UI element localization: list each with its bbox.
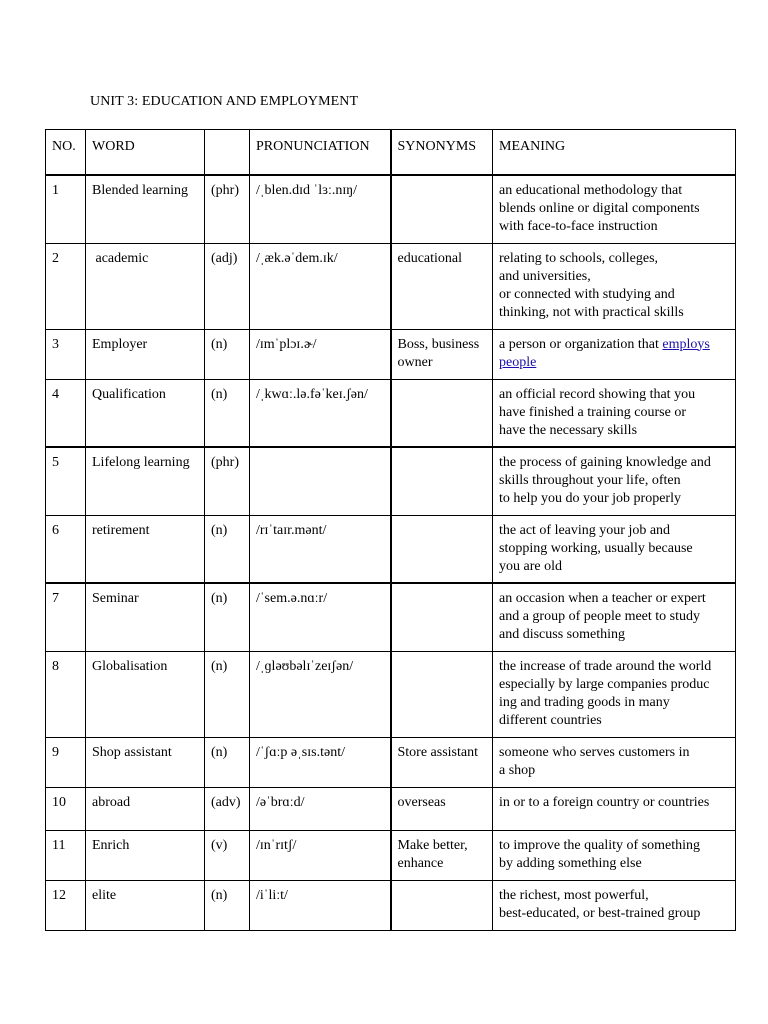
cell-meaning <box>493 329 736 379</box>
cell-pronunciation: /rɪˈtaɪr.mənt/ <box>250 515 391 583</box>
cell-pronunciation: /ˈsem.ə.nɑːr/ <box>250 583 391 651</box>
table-row <box>46 583 736 651</box>
cell-part-of-speech: (n) <box>205 651 250 737</box>
cell-word: abroad <box>86 787 205 830</box>
header-part-of-speech <box>205 130 250 176</box>
cell-synonyms <box>391 379 493 447</box>
table-row <box>46 329 736 379</box>
cell-no: 12 <box>46 880 86 930</box>
table-row <box>46 651 736 737</box>
table-row <box>46 787 736 830</box>
cell-no: 10 <box>46 787 86 830</box>
table-row <box>46 880 736 930</box>
cell-no: 9 <box>46 737 86 787</box>
cell-synonyms <box>391 880 493 930</box>
cell-part-of-speech: (n) <box>205 379 250 447</box>
cell-part-of-speech: (v) <box>205 830 250 880</box>
cell-no: 1 <box>46 175 86 243</box>
cell-no: 3 <box>46 329 86 379</box>
header-pronunciation: PRONUNCIATION <box>250 130 391 176</box>
cell-word: Globalisation <box>86 651 205 737</box>
cell-part-of-speech: (n) <box>205 515 250 583</box>
cell-meaning: an educational methodology that blends online or digital components with face-to-face instruction <box>493 175 736 243</box>
employs-people-link[interactable]: employs people <box>499 336 710 370</box>
cell-word: academic <box>86 243 205 329</box>
cell-no: 5 <box>46 447 86 515</box>
cell-meaning: to improve the quality of something by adding something else <box>493 830 736 880</box>
header-word: WORD <box>86 130 205 176</box>
cell-meaning: an official record showing that you have finished a training course or have the necessary skills <box>493 379 736 447</box>
cell-word: Seminar <box>86 583 205 651</box>
cell-synonyms <box>391 175 493 243</box>
cell-meaning: the richest, most powerful, best-educated, or best-trained group <box>493 880 736 930</box>
cell-word: Shop assistant <box>86 737 205 787</box>
table-header-row <box>46 130 736 176</box>
cell-meaning: someone who serves customers in a shop <box>493 737 736 787</box>
cell-no: 8 <box>46 651 86 737</box>
cell-pronunciation: /ˈʃɑːp əˌsɪs.tənt/ <box>250 737 391 787</box>
cell-synonyms <box>391 651 493 737</box>
cell-word: Employer <box>86 329 205 379</box>
cell-part-of-speech: (adj) <box>205 243 250 329</box>
header-meaning: MEANING <box>493 130 736 176</box>
cell-meaning: in or to a foreign country or countries <box>493 787 736 830</box>
cell-pronunciation: /ɪnˈrɪtʃ/ <box>250 830 391 880</box>
cell-part-of-speech: (adv) <box>205 787 250 830</box>
cell-pronunciation: /ˌkwɑː.lə.fəˈkeɪ.ʃən/ <box>250 379 391 447</box>
header-synonyms: SYNONYMS <box>391 130 493 176</box>
table-row <box>46 175 736 243</box>
cell-word: Qualification <box>86 379 205 447</box>
table-row <box>46 737 736 787</box>
cell-synonyms: educational <box>391 243 493 329</box>
cell-part-of-speech: (n) <box>205 329 250 379</box>
cell-no: 4 <box>46 379 86 447</box>
cell-synonyms <box>391 583 493 651</box>
cell-no: 7 <box>46 583 86 651</box>
cell-no: 11 <box>46 830 86 880</box>
cell-part-of-speech: (phr) <box>205 175 250 243</box>
cell-part-of-speech: (n) <box>205 583 250 651</box>
page-title: UNIT 3: EDUCATION AND EMPLOYMENT <box>90 94 359 109</box>
table-row <box>46 830 736 880</box>
header-no: NO. <box>46 130 86 176</box>
cell-word: Lifelong learning <box>86 447 205 515</box>
cell-pronunciation: /əˈbrɑːd/ <box>250 787 391 830</box>
cell-pronunciation: /ˌblen.dɪd ˈlɜː.nɪŋ/ <box>250 175 391 243</box>
cell-meaning: the act of leaving your job and stopping working, usually because you are old <box>493 515 736 583</box>
cell-pronunciation <box>250 447 391 515</box>
cell-word: Enrich <box>86 830 205 880</box>
cell-no: 2 <box>46 243 86 329</box>
cell-no: 6 <box>46 515 86 583</box>
cell-part-of-speech: (n) <box>205 737 250 787</box>
cell-part-of-speech: (phr) <box>205 447 250 515</box>
cell-pronunciation: /iˈliːt/ <box>250 880 391 930</box>
cell-pronunciation: /ˌɡləʊbəlɪˈzeɪʃən/ <box>250 651 391 737</box>
cell-meaning: the process of gaining knowledge and skills throughout your life, often to help you do your job properly <box>493 447 736 515</box>
cell-word: retirement <box>86 515 205 583</box>
cell-synonyms: Make better, enhance <box>391 830 493 880</box>
cell-word: Blended learning <box>86 175 205 243</box>
cell-synonyms: Boss, business owner <box>391 329 493 379</box>
cell-pronunciation: /ɪmˈplɔɪ.ɚ/ <box>250 329 391 379</box>
cell-synonyms <box>391 447 493 515</box>
cell-synonyms: Store assistant <box>391 737 493 787</box>
cell-pronunciation: /ˌæk.əˈdem.ɪk/ <box>250 243 391 329</box>
table-row <box>46 243 736 329</box>
cell-meaning: relating to schools, colleges, and universities, or connected with studying and thinking, not with practical skills <box>493 243 736 329</box>
meaning-text: a person or organization that <box>499 336 663 352</box>
vocabulary-table <box>45 129 736 931</box>
cell-word: elite <box>86 880 205 930</box>
cell-part-of-speech: (n) <box>205 880 250 930</box>
cell-synonyms <box>391 515 493 583</box>
cell-meaning: the increase of trade around the world especially by large companies produc ing and trading goods in many different countries <box>493 651 736 737</box>
cell-synonyms: overseas <box>391 787 493 830</box>
table-row <box>46 379 736 447</box>
table-row <box>46 447 736 515</box>
cell-meaning: an occasion when a teacher or expert and a group of people meet to study and discuss something <box>493 583 736 651</box>
table-row <box>46 515 736 583</box>
